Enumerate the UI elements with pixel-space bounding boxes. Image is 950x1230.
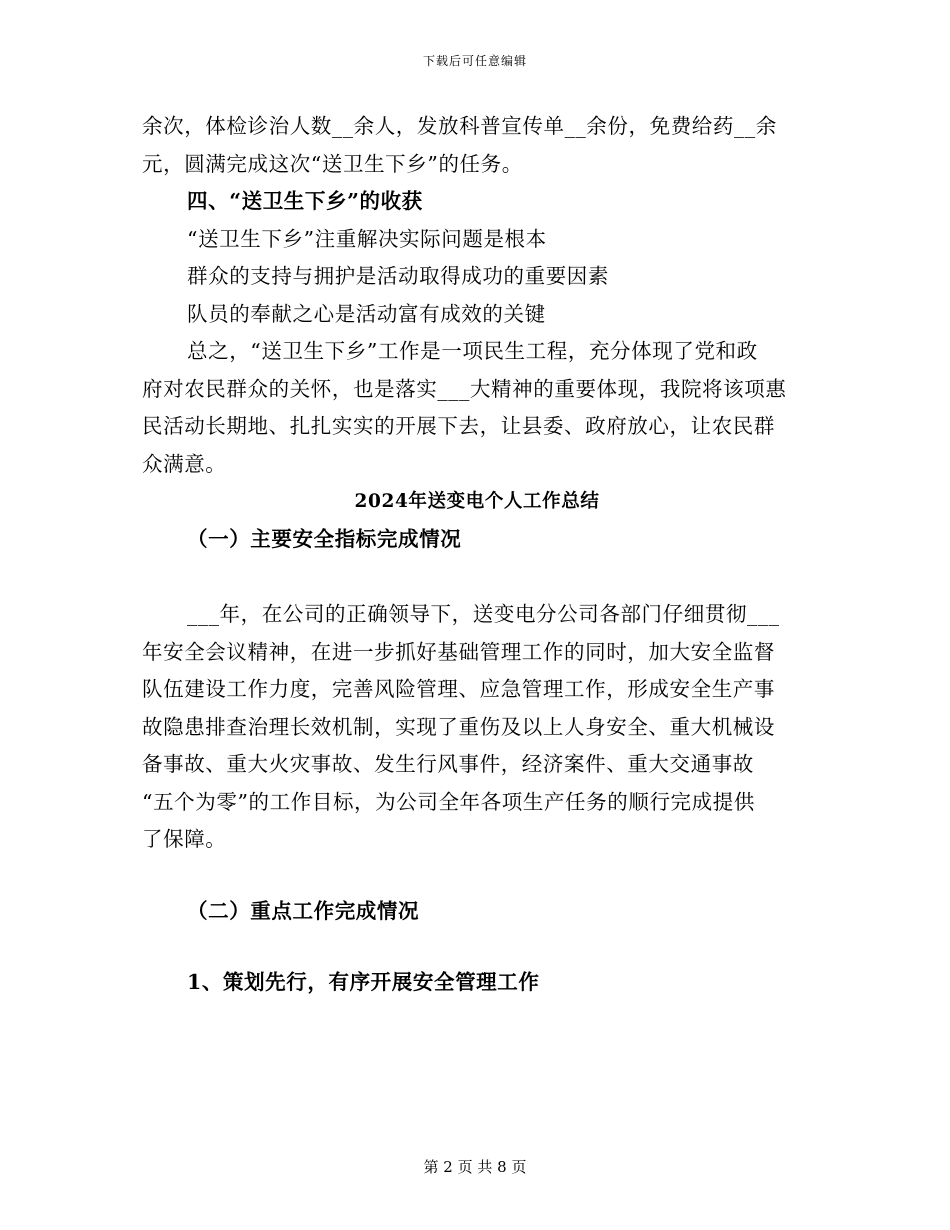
paragraph-line: 众满意。: [142, 451, 227, 476]
item1-heading: 1、策划先行，有序开展安全管理工作: [187, 970, 540, 994]
paragraph-line: 余次，体检诊治人数__余人，发放科普宣传单__余份，免费给药__余: [142, 114, 777, 138]
paragraph-line: 民活动长期地、扎扎实实的开展下去，让县委、政府放心，让农民群: [142, 414, 775, 438]
list-item: 群众的支持与拥护是活动取得成功的重要因素: [187, 264, 609, 288]
paragraph-line: 队伍建设工作力度，完善风险管理、应急管理工作，形成安全生产事: [142, 677, 775, 701]
page-footer: 第 2 页 共 8 页: [423, 1158, 527, 1176]
paragraph-line: 故隐患排查治理长效机制，实现了重伤及以上人身安全、重大机械设: [142, 714, 775, 739]
list-item: 队员的奉献之心是活动富有成效的关键: [187, 301, 546, 326]
paragraph-line: 年安全会议精神，在进一步抓好基础管理工作的同时，加大安全监督: [142, 639, 775, 664]
page-header: 下载后可任意编辑: [422, 54, 527, 68]
section-heading-harvest: 四、“送卫生下乡”的收获: [187, 189, 423, 213]
spacer: [142, 930, 812, 964]
paragraph-line: 了保障。: [142, 827, 227, 851]
document-body: [142, 108, 812, 1002]
list-item: “送卫生下乡”注重解决实际问题是根本: [187, 226, 547, 251]
section2-heading: （二）重点工作完成情况: [187, 898, 420, 923]
spacer: [142, 558, 812, 596]
document-title: 2024年送变电个人工作总结: [354, 491, 600, 512]
spacer: [142, 859, 812, 893]
paragraph-line: 府对农民群众的关怀，也是落实___大精神的重要体现，我院将该项惠: [142, 376, 787, 401]
paragraph-line: 备事故、重大火灾事故、发生行风事件，经济案件、重大交通事故: [142, 752, 754, 776]
paragraph-line: 元，圆满完成这次“送卫生下乡”的任务。: [142, 151, 523, 176]
section1-heading: （一）主要安全指标完成情况: [187, 526, 462, 551]
paragraph-line: “五个为零”的工作目标，为公司全年各项生产任务的顺行完成提供: [142, 789, 755, 814]
paragraph-line: ___年，在公司的正确领导下，送变电分公司各部门仔细贯彻___: [187, 602, 780, 626]
paragraph-line: 总之，“送卫生下乡”工作是一项民生工程，充分体现了党和政: [187, 339, 758, 363]
